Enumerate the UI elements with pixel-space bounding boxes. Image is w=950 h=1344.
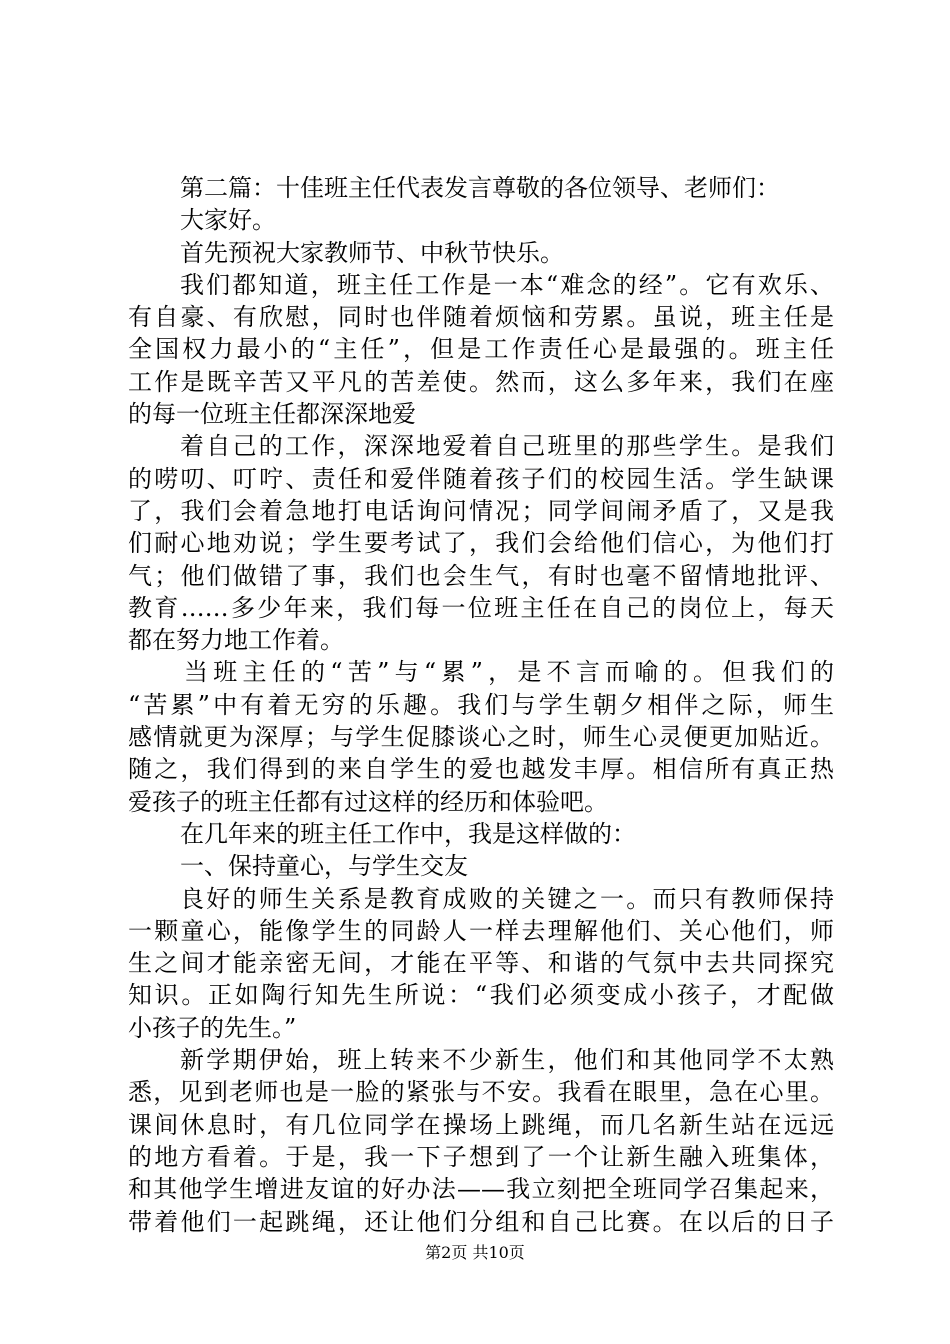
text-line: 工作是既辛苦又平凡的苦差使。然而，这么多年来，我们在座: [128, 367, 834, 396]
text-line: 首先预祝大家教师节、中秋节快乐。: [180, 238, 564, 267]
text-line: 有自豪、有欣慰，同时也伴随着烦恼和劳累。虽说，班主任是: [128, 303, 834, 332]
text-line: 小孩子的先生。”: [128, 1013, 297, 1042]
text-line: 带着他们一起跳绳，还让他们分组和自己比赛。在以后的日子: [128, 1207, 834, 1236]
text-line: 全国权力最小的“主任”，但是工作责任心是最强的。班主任: [128, 335, 834, 364]
text-line: 着自己的工作，深深地爱着自己班里的那些学生。是我们: [180, 432, 834, 461]
text-line: 生之间才能亲密无间，才能在平等、和谐的气氛中去共同探究: [128, 949, 834, 978]
text-line: 的每一位班主任都深深地爱: [128, 400, 416, 429]
document-body: [128, 172, 834, 1238]
text-line: 知识。正如陶行知先生所说：“我们必须变成小孩子，才配做: [128, 981, 834, 1010]
text-line: 气；他们做错了事，我们也会生气，有时也毫不留情地批评、: [128, 561, 834, 590]
text-line: 一颗童心，能像学生的同龄人一样去理解他们、关心他们，师: [128, 916, 834, 945]
text-line: 新学期伊始，班上转来不少新生，他们和其他同学不太熟: [180, 1046, 834, 1075]
text-line: 爱孩子的班主任都有过这样的经历和体验吧。: [128, 787, 608, 816]
page-number-footer: 第2页 共10页: [425, 1243, 525, 1262]
text-line: 教育……多少年来，我们每一位班主任在自己的岗位上，每天: [128, 593, 834, 622]
subheading-line: 一、保持童心，与学生交友: [180, 852, 468, 881]
text-line: 悉，见到老师也是一脸的紧张与不安。我看在眼里，急在心里。: [128, 1078, 834, 1107]
text-line: 当班主任的“苦”与“累”，是不言而喻的。但我们的: [184, 658, 834, 687]
text-line: 我们都知道，班主任工作是一本“难念的经”。它有欢乐、: [180, 270, 834, 299]
text-line: 在几年来的班主任工作中，我是这样做的：: [180, 819, 636, 848]
text-line: 感情就更为深厚；与学生促膝谈心之时，师生心灵便更加贴近。: [128, 723, 834, 752]
text-line: 课间休息时，有几位同学在操场上跳绳，而几名新生站在远远: [128, 1110, 834, 1139]
text-line: 了，我们会着急地打电话询问情况；同学间闹矛盾了，又是我: [128, 496, 834, 525]
text-line: 和其他学生增进友谊的好办法——我立刻把全班同学召集起来，: [128, 1175, 834, 1204]
text-line: 都在努力地工作着。: [128, 626, 344, 655]
text-line: 的地方看着。于是，我一下子想到了一个让新生融入班集体，: [128, 1142, 834, 1171]
text-line: 随之，我们得到的来自学生的爱也越发丰厚。相信所有真正热: [128, 755, 834, 784]
text-line: 良好的师生关系是教育成败的关键之一。而只有教师保持: [180, 884, 834, 913]
text-line: “苦累”中有着无穷的乐趣。我们与学生朝夕相伴之际，师生: [128, 690, 834, 719]
text-line: 的唠叨、叮咛、责任和爱伴随着孩子们的校园生活。学生缺课: [128, 464, 834, 493]
text-line: 们耐心地劝说；学生要考试了，我们会给他们信心，为他们打: [128, 529, 834, 558]
greeting-line: 大家好。: [180, 206, 276, 235]
section-heading-line: 第二篇：十佳班主任代表发言尊敬的各位领导、老师们：: [180, 174, 780, 202]
